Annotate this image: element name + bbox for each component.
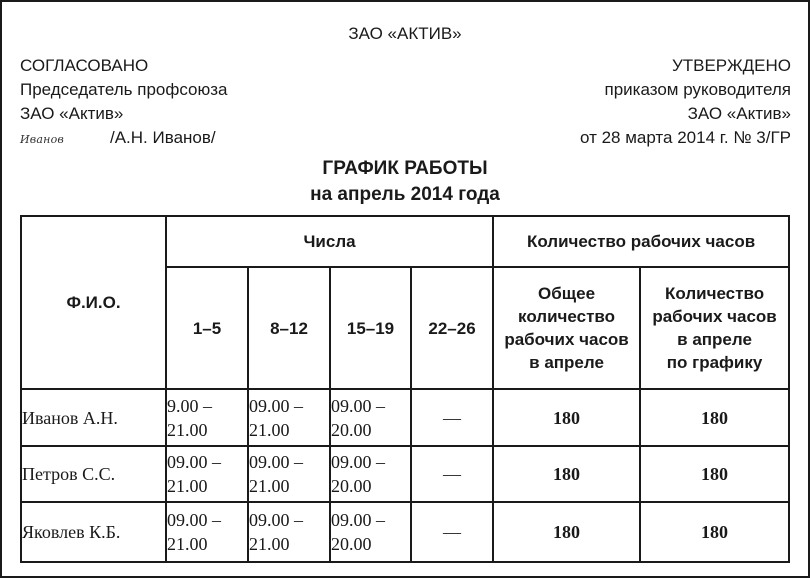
shift-end: 20.00 (331, 419, 372, 440)
header-date-range: 8–12 (248, 267, 330, 389)
header-scheduled-hours (640, 267, 789, 389)
header-line: в апреле (677, 330, 752, 350)
shift-cell (166, 389, 248, 445)
no-shift-cell: — (411, 389, 493, 445)
shift-end: 21.00 (249, 533, 290, 554)
header-line: рабочих часов (652, 307, 777, 327)
total-hours: 180 (493, 389, 640, 445)
shift-start: 09.00 – (249, 509, 303, 530)
table-row (21, 389, 789, 445)
document-subtitle: на апрель 2014 года (310, 184, 500, 205)
company-name: ЗАО «АКТИВ» (348, 24, 462, 43)
scheduled-hours: 180 (640, 502, 789, 562)
shift-end: 21.00 (249, 419, 290, 440)
shift-cell (330, 446, 411, 502)
shift-end: 21.00 (167, 533, 208, 554)
no-shift-cell: — (411, 502, 493, 562)
approved-block (580, 54, 791, 150)
header-date-range: 15–19 (330, 267, 411, 389)
approved-organization: ЗАО «Актив» (687, 104, 791, 123)
agreed-position: Председатель профсоюза (20, 80, 228, 99)
document-title-block (2, 156, 808, 208)
header-total-hours (493, 267, 640, 389)
employee-name: Яковлев К.Б. (21, 502, 166, 562)
table-row (21, 446, 789, 502)
shift-start: 09.00 – (249, 395, 303, 416)
shift-start: 09.00 – (331, 509, 385, 530)
header-hours: Количество рабочих часов (493, 216, 789, 267)
shift-start: 9.00 – (167, 395, 212, 416)
header-line: Общее (538, 284, 596, 304)
shift-start: 09.00 – (167, 509, 221, 530)
header-line: рабочих часов (504, 330, 629, 350)
shift-start: 09.00 – (167, 451, 221, 472)
total-hours: 180 (493, 502, 640, 562)
shift-cell (330, 389, 411, 445)
shift-end: 21.00 (167, 475, 208, 496)
document-title: ГРАФИК РАБОТЫ (322, 158, 488, 179)
header-date-range: 22–26 (411, 267, 493, 389)
table-row (21, 502, 789, 562)
approved-title: УТВЕРЖДЕНО (671, 56, 791, 75)
shift-end: 21.00 (167, 419, 208, 440)
shift-start: 09.00 – (249, 451, 303, 472)
agreed-signature-row (20, 126, 228, 152)
employee-name: Петров С.С. (21, 446, 166, 502)
shift-cell (248, 389, 330, 445)
shift-cell (166, 446, 248, 502)
header-date-range: 1–5 (166, 267, 248, 389)
shift-end: 20.00 (331, 475, 372, 496)
shift-end: 21.00 (249, 475, 290, 496)
header-line: по графику (666, 353, 763, 373)
header-line: Количество (665, 284, 765, 304)
agreed-title: СОГЛАСОВАНО (20, 56, 149, 75)
agreed-signer-name: /А.Н. Иванов/ (110, 128, 216, 147)
header-dates: Числа (166, 216, 493, 267)
shift-cell (248, 446, 330, 502)
shift-cell (330, 502, 411, 562)
employee-name: Иванов А.Н. (21, 389, 166, 445)
shift-start: 09.00 – (331, 395, 385, 416)
agreed-organization: ЗАО «Актив» (20, 104, 124, 123)
shift-start: 09.00 – (331, 451, 385, 472)
shift-cell (166, 502, 248, 562)
handwritten-signature: Иванов (20, 133, 65, 146)
shift-end: 20.00 (331, 533, 372, 554)
header-line: количество (518, 307, 616, 327)
no-shift-cell: — (411, 446, 493, 502)
scheduled-hours: 180 (640, 446, 789, 502)
scheduled-hours: 180 (640, 389, 789, 445)
schedule-table (20, 215, 790, 563)
header-line: в апреле (529, 353, 604, 373)
shift-cell (248, 502, 330, 562)
header-fio: Ф.И.О. (21, 216, 166, 389)
approved-order-date: от 28 марта 2014 г. № 3/ГР (579, 128, 791, 147)
agreed-block (20, 54, 228, 152)
total-hours: 180 (493, 446, 640, 502)
approved-order: приказом руководителя (604, 80, 791, 99)
